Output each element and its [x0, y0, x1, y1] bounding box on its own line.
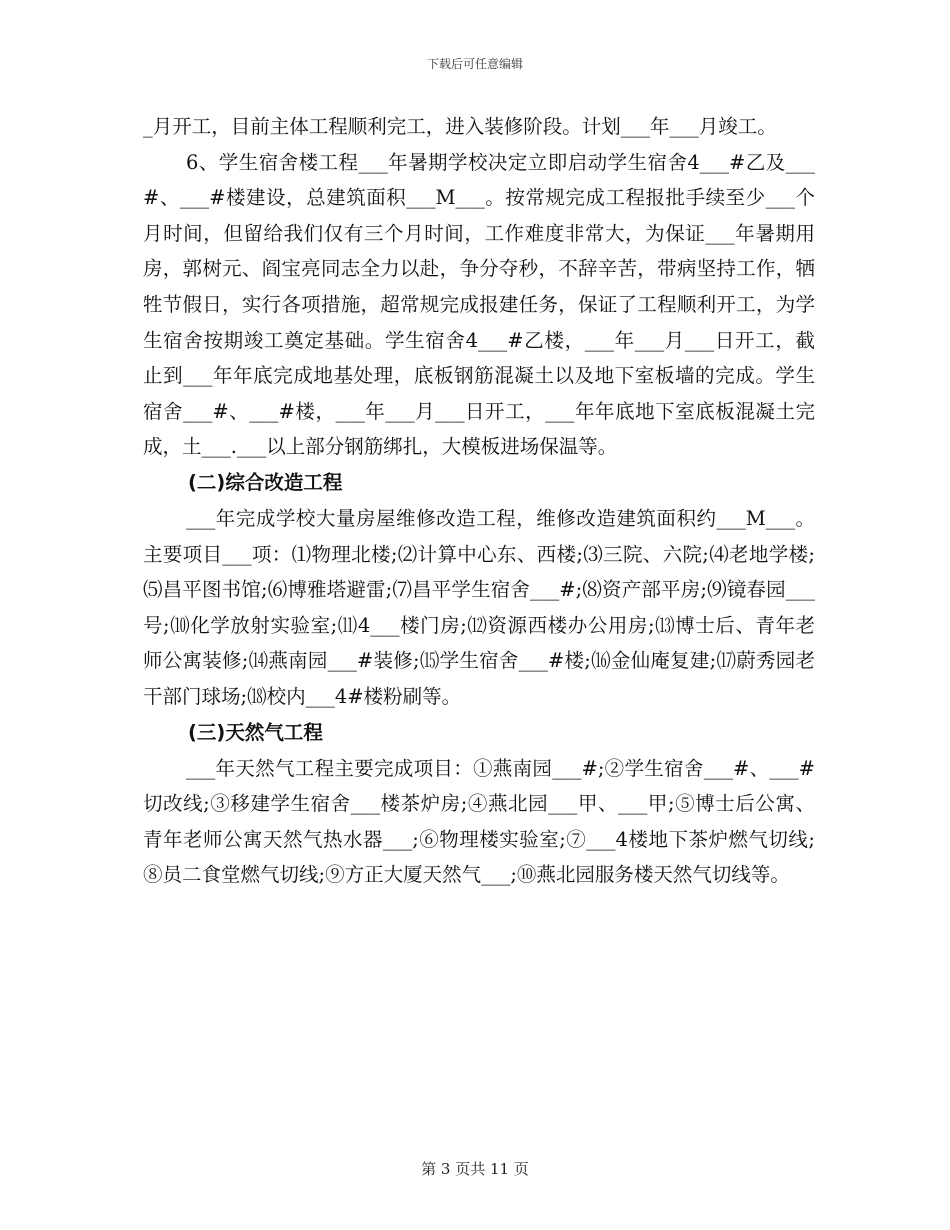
- paragraph-natural-gas: ___年天然气工程主要完成项目：①燕南园___#;②学生宿舍___#、___#切改线;③移建学生宿舍___楼茶炉房;④燕北园___甲、___甲;⑤博士后公寓、青年老师公寓天然气热水器___;⑥物理楼实验室;⑦___4楼地下茶炉燃气切线;⑧员二食堂燃气切线;⑨方正大厦天然气___;⑩燕北园服务楼天然气切线等。: [143, 756, 815, 887]
- page-number: 第 3 页共 11 页: [421, 1160, 529, 1178]
- section-heading-renovation: (二)综合改造工程: [188, 470, 343, 494]
- paragraph-continuation: _月开工，目前主体工程顺利完工，进入装修阶段。计划___年___月竣工。: [143, 115, 777, 138]
- document-body: [143, 109, 815, 893]
- section-heading-natural-gas: (三)天然气工程: [188, 720, 323, 744]
- paragraph-renovation: ___年完成学校大量房屋维修改造工程，维修改造建筑面积约___M___。主要项目___项：⑴物理北楼;⑵计算中心东、西楼;⑶三院、六院;⑷老地学楼;⑸昌平图书馆;⑹博雅塔避雷;⑺昌平学生宿舍___#;⑻资产部平房;⑼镜春园___号;⑽化学放射实验室;⑾4___楼门房;⑿资源西楼办公用房;⒀博士后、青年老师公寓装修;⒁燕南园___#装修;⒂学生宿舍___#楼;⒃金仙庵复建;⒄蔚秀园老干部门球场;⒅校内___4#楼粉刷等。: [143, 506, 815, 708]
- page-header: 下载后可任意编辑: [426, 57, 523, 71]
- paragraph-dormitory-project: 6、学生宿舍楼工程___年暑期学校决定立即启动学生宿舍4___#乙及___#、___#楼建设，总建筑面积___M___。按常规完成工程报批手续至少___个月时间，但留给我们仅有三个月时间，工作难度非常大，为保证___年暑期用房，郭树元、阎宝亮同志全力以赴，争分夺秒，不辞辛苦，带病坚持工作，牺牲节假日，实行各项措施，超常规完成报建任务，保证了工程顺利开工，为学生宿舍按期竣工奠定基础。学生宿舍4___#乙楼，___年___月___日开工，截止到___年年底完成地基处理，底板钢筋混凝土以及地下室板墙的完成。学生宿舍___#、___#楼，___年___月___日开工，___年年底地下室底板混凝土完成，土___.___以上部分钢筋绑扎，大模板进场保温等。: [143, 150, 815, 459]
